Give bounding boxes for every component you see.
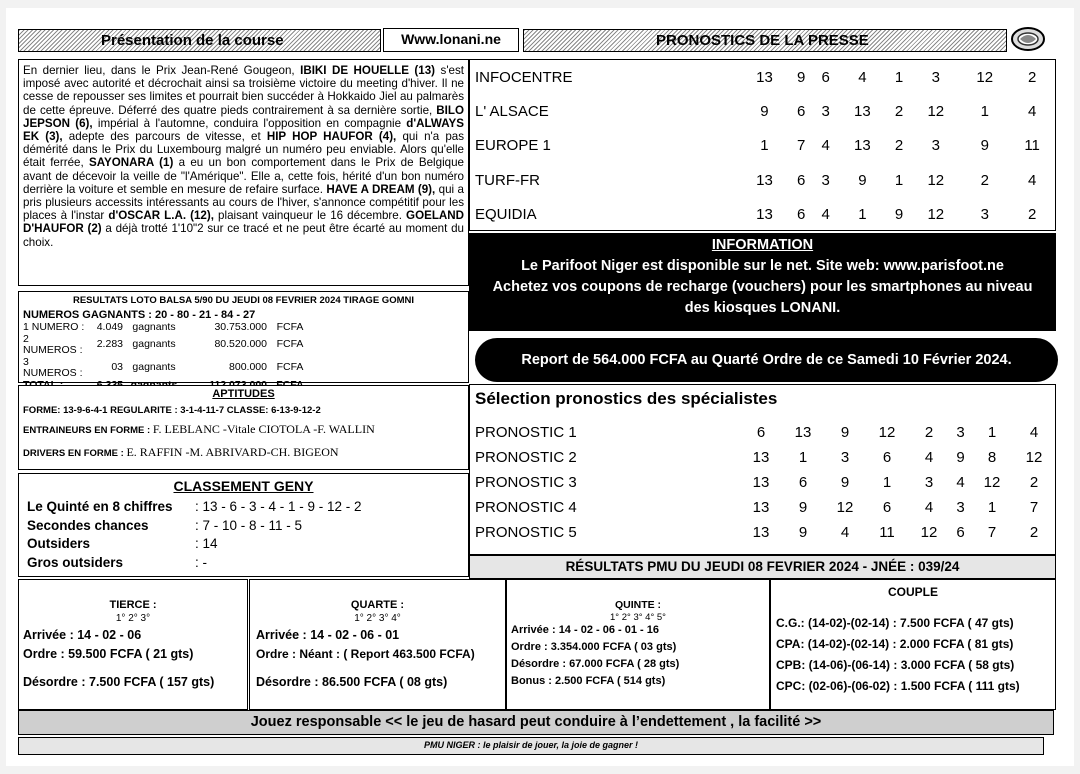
selection-value: 2: [924, 424, 934, 441]
website-label: Www.lonani.ne: [383, 28, 519, 52]
selection-name: PRONOSTIC 1: [475, 424, 577, 441]
horse-name: BILO JEPSON (6),: [23, 103, 464, 130]
loto-numbers-line: [23, 309, 464, 321]
couple-row: C.G.: (14-02)-(02-14) : 7.500 FCFA ( 47 gts): [776, 616, 1014, 630]
quinte-ordre: Ordre : 3.354.000 FCFA ( 03 gts): [511, 641, 677, 653]
press-value: 12: [927, 206, 945, 224]
tierce-arrivee: [23, 628, 243, 642]
geny-label: Secondes chances: [27, 517, 149, 533]
geny-box: [18, 473, 469, 577]
geny-value: : -: [195, 554, 207, 570]
geny-value: : 14: [195, 536, 218, 551]
selection-value: 2: [1029, 474, 1039, 491]
selection-value: 7: [1029, 499, 1039, 516]
presentation-text: En dernier lieu, dans le Prix Jean-René Gougeon, IBIKI DE HOUELLE (13) s'est imposé avec autorité et décrochait ainsi sa troisième victoire du meeting d'hiver. Il ne cesse de repousser ses limites et pourrait bien succéder à Hokkaido Jiel au palmarès de cette épreuve. Déferré des quatre pieds contrairement à sa dernière sortie, BILO JEPSON (6), impérial à l'automne, conduira l'opposition en compagnie d'ALWAYS EK (3), adepte des parcours de vitesse, et HIP HOP HAUFOR (4), qui n'a pas démérité dans le Prix du Luxembourg malgré un numéro peu enviable. Alors qu'elle était ferrée, SAYONARA (1) a eu un bon comportement dans le Prix de Belgique avant de décevoir la veille de "l'Amérique". Elle a, cette fois, hérité d'un bon numéro derrière la voiture et semble en mesure de refaire surface. HAVE A DREAM (9), qui a pris plusieurs accessits intéressants au cours de l'hiver, s'annonce compétitif pour les places à l'instar d'OSCAR L.A. (12), plaisant vainqueur le 16 décembre. GOELAND D'HAUFOR (2) a déjà trotté 1'10"2 sur ce tracé et ne peut être écarté au moment du choix.: [23, 64, 465, 249]
press-value: 3: [931, 68, 940, 86]
quarte-desordre: Désordre : 86.500 FCFA ( 08 gts): [256, 675, 448, 689]
press-value: 3: [821, 171, 830, 189]
selection-value: 1: [987, 424, 997, 441]
tierce-title: TIERCE :: [109, 599, 157, 611]
loto-numbers: 20 - 80 - 21 - 84 - 27: [155, 309, 256, 321]
selection-row: [470, 495, 1055, 520]
loto-cell: 1 NUMERO :: [23, 321, 85, 333]
press-value: 2: [980, 171, 989, 189]
selection-value: 2: [1029, 524, 1039, 541]
quarte-title: QUARTE :: [350, 599, 405, 611]
geny-label: Outsiders: [27, 536, 91, 551]
press-name: L' ALSACE: [475, 103, 549, 121]
couple-box: [770, 579, 1056, 710]
press-value: 9: [980, 137, 989, 155]
tierce-arrivee-value: : 14 - 02 - 06: [69, 628, 142, 642]
selection-value: 1: [987, 499, 997, 516]
press-value: 6: [797, 171, 806, 189]
geny-value: : 13 - 6 - 3 - 4 - 1 - 9 - 12 - 2: [195, 499, 362, 514]
press-value: 3: [821, 103, 830, 121]
couple-rows: [776, 613, 1050, 697]
press-name: TURF-FR: [475, 171, 540, 189]
selection-value: 13: [752, 499, 770, 516]
information-line-1: Le Parifoot Niger est disponible sur le net. Site web: www.parisfoot.ne: [521, 258, 1004, 274]
selection-value: 6: [882, 499, 892, 516]
tierce-ordre: Ordre : 59.500 FCFA ( 21 gts): [23, 647, 194, 661]
slogan-banner: PMU NIGER : le plaisir de jouer, la joie de gagner !: [18, 737, 1044, 755]
press-value: 1: [894, 68, 904, 86]
press-value: 13: [756, 206, 773, 224]
quinte-places: 1° 2° 3° 4° 5°: [610, 612, 666, 623]
selection-value: 7: [987, 524, 997, 541]
press-value: 3: [931, 137, 940, 155]
quinte-bonus: Bonus : 2.500 FCFA ( 514 gts): [511, 675, 666, 687]
press-value: 12: [927, 171, 945, 189]
loto-cell: 80.520.000: [214, 338, 267, 351]
press-name: INFOCENTRE: [475, 68, 573, 86]
couple-title: COUPLE: [887, 585, 938, 599]
press-value: 11: [1024, 137, 1040, 155]
horse-name: HIP HOP HAUFOR (4),: [266, 130, 397, 144]
press-value: 7: [797, 137, 806, 155]
press-value: 4: [858, 68, 867, 86]
aptitudes-forme: FORME: 13-9-6-4-1 REGULARITE : 3-1-4-11-7 CLASSE: 6-13-9-12-2: [23, 405, 321, 416]
horse-name: d'OSCAR L.A. (12),: [108, 209, 214, 223]
press-value: 9: [797, 68, 806, 86]
press-row: [470, 94, 1055, 128]
entraineurs-label: ENTRAINEURS EN FORME :: [23, 425, 153, 436]
press-value: 4: [1027, 103, 1037, 121]
drivers-names: E. RAFFIN -M. ABRIVARD-CH. BIGEON: [126, 445, 339, 459]
loto-cell: 3 NUMEROS :: [23, 355, 83, 379]
press-value: 4: [1027, 171, 1037, 189]
selection-value: 4: [924, 449, 934, 466]
press-value: 3: [980, 206, 989, 224]
press-value: 1: [760, 137, 769, 155]
selection-row: [470, 520, 1055, 545]
selection-value: 3: [956, 424, 965, 441]
information-title: INFORMATION: [711, 237, 814, 253]
loto-cell: 2.283: [96, 338, 123, 351]
quarte-ordre: Ordre : Néant : ( Report 463.500 FCFA): [256, 647, 475, 661]
selection-value: 6: [798, 474, 808, 491]
aptitudes-title: APTITUDES: [212, 388, 275, 400]
loto-cell: FCFA: [276, 338, 304, 351]
geny-row: [27, 554, 460, 573]
selection-table: [470, 420, 1055, 545]
selection-value: 12: [920, 524, 938, 541]
loto-title: RESULTATS LOTO BALSA 5/90 DU JEUDI 08 FEVRIER 2024 TIRAGE GOMNI: [72, 295, 414, 306]
couple-row: CPB: (14-06)-(06-14) : 3.000 FCFA ( 58 gts): [776, 658, 1015, 672]
loto-cell: 4.049: [96, 321, 123, 333]
selection-value: 4: [1029, 424, 1039, 441]
selection-name: PRONOSTIC 3: [475, 474, 577, 491]
press-value: 9: [760, 103, 769, 121]
press-value: 6: [821, 68, 830, 86]
selection-value: 12: [836, 499, 854, 516]
selection-value: 8: [987, 449, 997, 466]
press-value: 1: [980, 103, 989, 121]
press-value: 13: [756, 171, 773, 189]
press-value: 2: [1027, 206, 1037, 224]
geny-rows: [27, 498, 460, 572]
header-press-bar: [523, 29, 1007, 52]
press-name: EUROPE 1: [475, 137, 551, 155]
press-pronostics-table: [470, 60, 1055, 232]
selection-box: [469, 384, 1056, 555]
report-banner: Report de 564.000 FCFA au Quarté Ordre de ce Samedi 10 Février 2024.: [475, 338, 1058, 382]
geny-title: CLASSEMENT GENY: [173, 478, 314, 494]
horse-name: SAYONARA (1): [89, 156, 174, 170]
press-row: [470, 198, 1055, 232]
tierce-places: 1° 2° 3°: [115, 613, 151, 624]
quarte-box: [249, 579, 506, 710]
loto-cell: gagnants: [132, 338, 176, 351]
selection-value: 4: [956, 474, 965, 491]
selection-value: 3: [956, 499, 965, 516]
press-value: 1: [858, 206, 867, 224]
loto-results-box: [18, 291, 469, 383]
selection-row: [470, 445, 1055, 470]
loto-cell: 30.753.000: [214, 321, 267, 333]
selection-value: 6: [882, 449, 892, 466]
selection-value: 3: [840, 449, 850, 466]
quarte-arrivee: Arrivée : 14 - 02 - 06 - 01: [256, 628, 400, 642]
loto-cell: FCFA: [276, 361, 304, 374]
press-row: [470, 129, 1055, 163]
loto-row: [23, 334, 313, 357]
press-value: 6: [797, 103, 806, 121]
loto-numbers-label: NUMEROS GAGNANTS :: [23, 309, 155, 321]
selection-value: 6: [956, 524, 965, 541]
quinte-title: QUINTE :: [614, 599, 662, 611]
selection-name: PRONOSTIC 4: [475, 499, 577, 516]
selection-title: Sélection pronostics des spécialistes: [475, 389, 778, 408]
loto-cell: gagnants: [132, 321, 176, 333]
aptitudes-entraineurs: [23, 422, 464, 437]
couple-row: CPA: (14-02)-(02-14) : 2.000 FCFA ( 81 gts): [776, 637, 1014, 651]
resultats-pmu-title: RÉSULTATS PMU DU JEUDI 08 FEVRIER 2024 - JNÉE : 039/24: [469, 555, 1056, 579]
selection-name: PRONOSTIC 2: [475, 449, 577, 466]
header-presentation-bar: [18, 29, 381, 52]
loto-row: [23, 357, 313, 380]
selection-value: 1: [798, 449, 808, 466]
press-value: 13: [756, 68, 773, 86]
quinte-box: [506, 579, 770, 710]
logo-icon: [1010, 26, 1046, 52]
selection-value: 6: [756, 424, 766, 441]
selection-value: 1: [882, 474, 892, 491]
loto-cell: 2 NUMEROS :: [23, 332, 83, 356]
couple-row: CPC: (02-06)-(06-02) : 1.500 FCFA ( 111 gts): [776, 679, 1020, 693]
press-value: 2: [894, 137, 904, 155]
information-line-2: Achetez vos coupons de recharge (vouchers) pour les smartphones au niveau: [492, 279, 1033, 295]
press-value: 4: [821, 206, 830, 224]
geny-row: [27, 535, 460, 554]
press-value: 1: [894, 171, 904, 189]
selection-row: [470, 420, 1055, 445]
loto-table: [23, 322, 313, 391]
selection-value: 13: [794, 424, 812, 441]
press-value: 12: [927, 103, 945, 121]
information-block: [469, 233, 1056, 331]
selection-value: 9: [840, 424, 850, 441]
aptitudes-drivers: [23, 445, 464, 460]
loto-cell: FCFA: [276, 321, 304, 333]
selection-value: 13: [752, 474, 770, 491]
press-value: 9: [858, 171, 867, 189]
quinte-arrivee: Arrivée : 14 - 02 - 06 - 01 - 16: [511, 624, 659, 636]
aptitudes-box: [18, 385, 469, 470]
horse-name: IBIKI DE HOUELLE (13): [300, 64, 436, 77]
geny-row: [27, 517, 460, 536]
selection-value: 9: [840, 474, 850, 491]
selection-value: 4: [924, 499, 934, 516]
selection-row: [470, 470, 1055, 495]
horse-name: HAVE A DREAM (9),: [326, 182, 436, 196]
press-value: 4: [821, 137, 830, 155]
selection-value: 13: [752, 449, 770, 466]
press-value: 13: [854, 103, 871, 121]
press-value: 13: [854, 137, 871, 155]
selection-value: 9: [798, 499, 808, 516]
press-value: 6: [797, 206, 806, 224]
press-pronostics-box: [469, 59, 1056, 231]
horse-name: d'ALWAYS EK (3),: [23, 116, 465, 144]
press-value: 12: [976, 68, 994, 86]
tierce-arrivee-label: Arrivée: [23, 628, 67, 642]
information-line-3: des kiosques LONANI.: [684, 300, 841, 316]
selection-name: PRONOSTIC 5: [475, 524, 577, 541]
press-row: [470, 163, 1055, 197]
tierce-box: [18, 579, 248, 710]
loto-cell: 03: [111, 361, 123, 374]
quinte-desordre: Désordre : 67.000 FCFA ( 28 gts): [511, 658, 680, 670]
drivers-label: DRIVERS EN FORME :: [23, 448, 127, 459]
geny-row: [27, 498, 460, 517]
selection-value: 11: [879, 524, 895, 541]
press-row: [470, 60, 1055, 94]
press-name: EQUIDIA: [475, 206, 537, 224]
geny-label: Le Quinté en 8 chiffres: [27, 499, 173, 514]
press-value: 2: [894, 103, 904, 121]
presentation-box: [18, 59, 469, 286]
tierce-desordre: Désordre : 7.500 FCFA ( 157 gts): [23, 675, 215, 689]
loto-row: [23, 322, 313, 334]
selection-value: 12: [1025, 449, 1043, 466]
header-press-title: PRONOSTICS DE LA PRESSE: [656, 32, 869, 49]
press-value: 2: [1027, 68, 1037, 86]
press-value: 9: [894, 206, 904, 224]
selection-value: 9: [956, 449, 965, 466]
entraineurs-names: F. LEBLANC -Vitale CIOTOLA -F. WALLIN: [152, 422, 375, 436]
selection-value: 3: [924, 474, 934, 491]
header-presentation-title: Présentation de la course: [101, 32, 284, 49]
horse-name: GOELAND D'HAUFOR (2): [23, 209, 465, 236]
geny-value: : 7 - 10 - 8 - 11 - 5: [195, 517, 303, 533]
selection-value: 12: [878, 424, 896, 441]
quarte-places: 1° 2° 3° 4°: [354, 613, 401, 624]
selection-value: 12: [983, 474, 1001, 491]
loto-cell: 800.000: [229, 361, 267, 374]
selection-value: 13: [752, 524, 770, 541]
responsable-banner: Jouez responsable << le jeu de hasard peut conduire à l’endettement , la facilité >>: [18, 710, 1054, 735]
geny-label: Gros outsiders: [27, 554, 124, 570]
selection-value: 9: [798, 524, 808, 541]
loto-cell: gagnants: [132, 361, 176, 374]
selection-value: 4: [840, 524, 850, 541]
